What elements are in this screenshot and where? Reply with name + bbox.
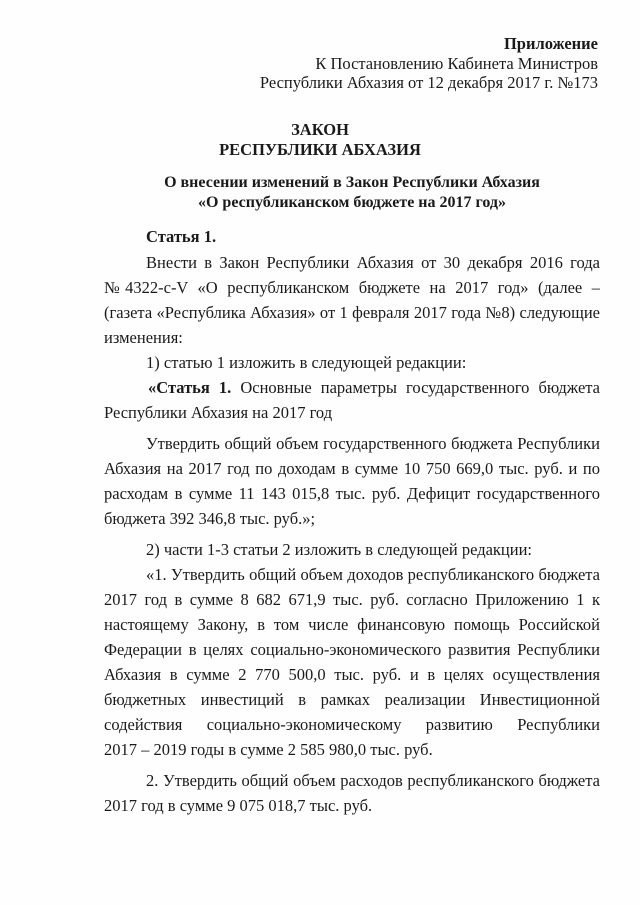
paragraph-line: бюджета 392 346,8 тыс. руб.»; <box>104 509 316 528</box>
law-word: ЗАКОН <box>291 120 349 139</box>
quoted-heading-bold: «Статья 1. <box>148 378 232 397</box>
paragraph-3 <box>104 562 600 762</box>
paragraph-line: (газета «Республика Абхазия» от 1 февраля 2017 года №8) следующие <box>104 303 600 322</box>
paragraph-1 <box>104 250 600 350</box>
paragraph-4 <box>104 768 600 818</box>
paragraph-line: изменения: <box>104 328 183 347</box>
paragraph-line: расходам в сумме 11 143 015,8 тыс. руб. Дефицит государственного <box>104 484 600 503</box>
quoted-heading-line-2: Республики Абхазия на 2017 год <box>104 403 333 422</box>
article-heading: Статья 1. <box>146 227 217 246</box>
paragraph-line: 2017 год в сумме 9 075 018,7 тыс. руб. <box>104 796 373 815</box>
appendix-line-1: К Постановлению Кабинета Министров <box>315 53 598 73</box>
paragraph-line: настоящему Закону, в том числе финансовую помощь Российской <box>104 615 600 634</box>
law-republic: РЕСПУБЛИКИ АБХАЗИЯ <box>219 140 421 159</box>
quoted-heading-rest: Основные параметры государственного бюджета <box>240 378 600 397</box>
paragraph-line: Внести в Закон Республики Абхазия от 30 декабря 2016 года <box>146 253 600 272</box>
quoted-article-heading <box>104 375 600 425</box>
law-subject-line-1: О внесении изменений в Закон Республики Абхазия <box>164 174 540 191</box>
law-subject-line-2: «О республиканском бюджете на 2017 год» <box>197 194 507 211</box>
item-1-text: 1) статью 1 изложить в следующей редакции: <box>146 353 467 372</box>
appendix-header <box>260 34 598 93</box>
appendix-title: Приложение <box>503 34 598 53</box>
paragraph-line: №4322-с-V «О республиканском бюджете на 2017 год» (далее – <box>104 278 600 297</box>
law-title <box>0 120 640 160</box>
item-1 <box>104 350 600 375</box>
quoted-heading-line-1 <box>104 375 600 400</box>
paragraph-line: 2. Утвердить общий объем расходов республиканского бюджета <box>146 771 600 790</box>
item-2 <box>104 537 600 562</box>
appendix-line-2: Республики Абхазия от 12 декабря 2017 г. №173 <box>259 73 598 92</box>
item-2-text: 2) части 1-3 статьи 2 изложить в следующей редакции: <box>146 540 533 559</box>
law-subject <box>0 173 640 213</box>
paragraph-line: Утвердить общий объем государственного бюджета Республики <box>146 434 600 453</box>
paragraph-line: Абхазия в сумме 2 770 500,0 тыс. руб. и в целях осуществления <box>104 665 600 684</box>
paragraph-line: бюджетных инвестиций в рамках реализации Инвестиционной <box>104 690 600 709</box>
paragraph-line: 2017 – 2019 годы в сумме 2 585 980,0 тыс. руб. <box>104 740 433 759</box>
paragraph-2 <box>104 431 600 531</box>
paragraph-line: Абхазия на 2017 год по доходам в сумме 10 750 669,0 тыс. руб. и по <box>104 459 600 478</box>
paragraph-line: Федерации в целях социально-экономического развития Республики <box>104 640 600 659</box>
paragraph-line: содействия социально-экономическому развитию Республики <box>104 715 600 734</box>
paragraph-line: 2017 год в сумме 8 682 671,9 тыс. руб. согласно Приложению 1 к <box>104 590 600 609</box>
paragraph-line: «1. Утвердить общий объем доходов республиканского бюджета <box>146 565 600 584</box>
